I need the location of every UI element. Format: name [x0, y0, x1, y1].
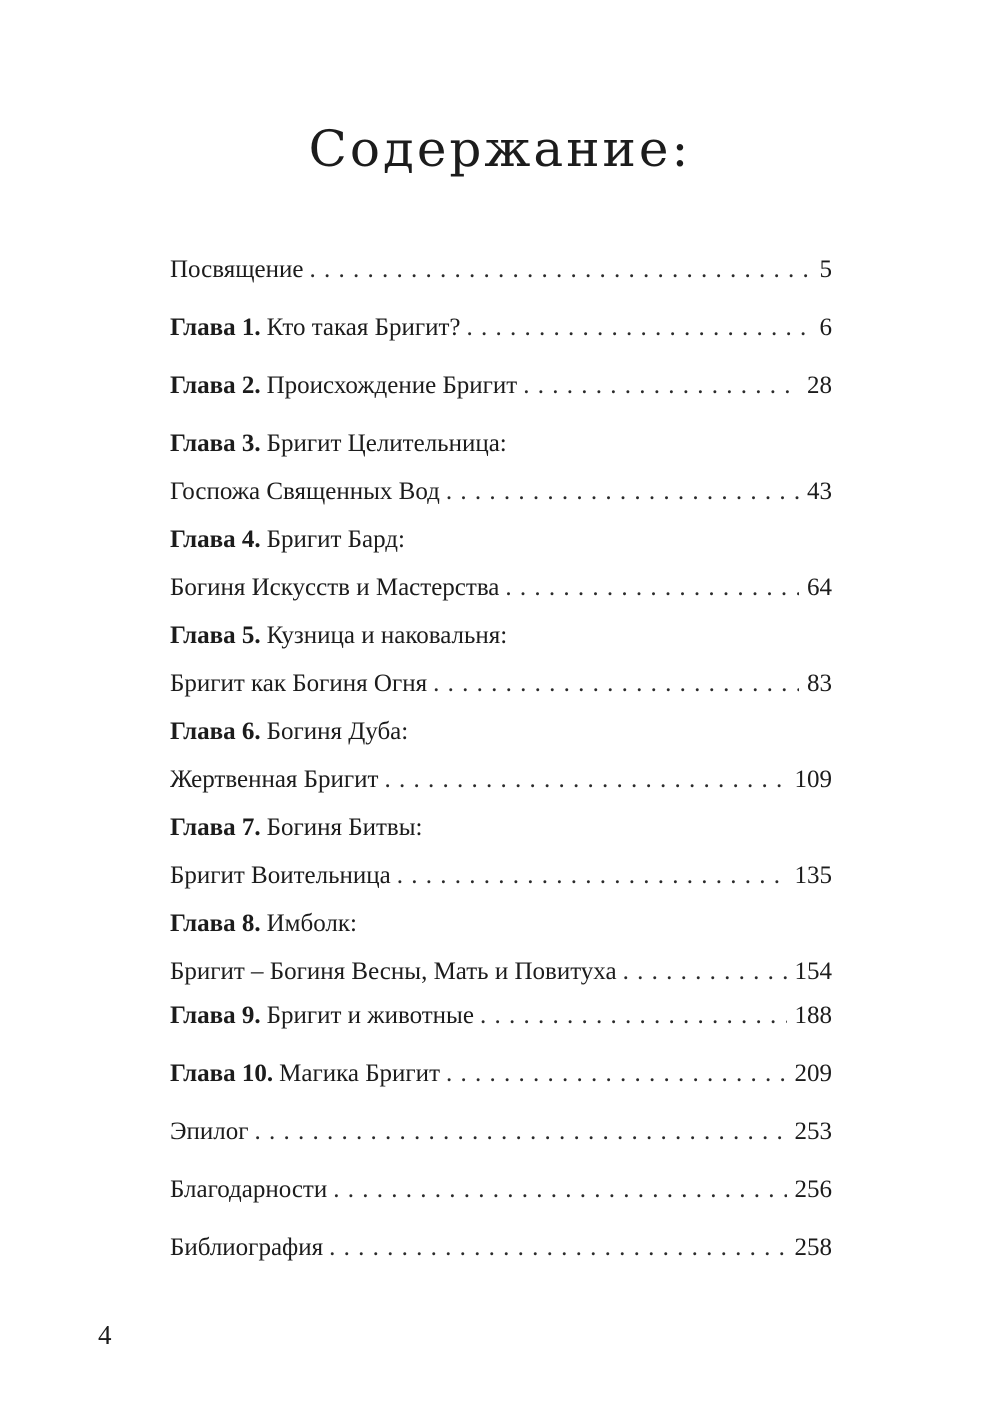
dot-leader	[523, 362, 799, 410]
toc-page-number: 109	[794, 766, 832, 793]
toc-entry-title: Бригит и животные	[266, 1002, 474, 1029]
toc-entry-chapter-4[interactable]	[170, 516, 832, 612]
dot-leader	[333, 1166, 786, 1214]
toc-entry-title: Кузница и наковальня:	[266, 622, 508, 649]
dot-leader	[329, 1224, 786, 1272]
toc-entry-chapter-5[interactable]	[170, 612, 832, 708]
toc-entry-chapter-6[interactable]	[170, 708, 832, 804]
toc-page-number: 64	[807, 574, 832, 601]
dot-leader	[446, 468, 799, 516]
toc-entry-title: Эпилог	[170, 1118, 249, 1145]
toc-page-number: 83	[807, 670, 832, 697]
toc-page-number: 28	[807, 372, 832, 399]
toc-entry-chapter-8[interactable]	[170, 900, 832, 996]
toc-entry-subtitle: Бригит как Богиня Огня	[170, 670, 428, 697]
toc-entry-subtitle: Бригит – Богиня Весны, Мать и Повитуха	[170, 958, 617, 985]
chapter-label: Глава 6.	[170, 718, 261, 745]
dot-leader	[467, 304, 812, 352]
toc-entry-title: Бригит Целительница:	[266, 430, 507, 457]
toc-entry-chapter-1[interactable]	[170, 304, 832, 352]
chapter-label: Глава 5.	[170, 622, 261, 649]
toc-page-number: 188	[794, 1002, 832, 1029]
dot-leader	[255, 1108, 787, 1156]
toc-page-number: 258	[794, 1234, 832, 1261]
toc-entry-title: Кто такая Бригит?	[266, 314, 461, 341]
toc-entry-title: Библиография	[170, 1234, 324, 1261]
chapter-label: Глава 8.	[170, 910, 261, 937]
toc-entry-title: Богиня Дуба:	[266, 718, 409, 745]
dot-leader	[623, 948, 787, 996]
dot-leader	[309, 246, 811, 294]
toc-entry-chapter-10[interactable]	[170, 1050, 832, 1098]
toc-entry-title: Благодарности	[170, 1176, 328, 1203]
toc-entry-bibliography[interactable]	[170, 1224, 832, 1272]
toc-entry-title: Магика Бригит	[279, 1060, 440, 1087]
toc-entry-title: Имболк:	[266, 910, 357, 937]
toc-entry-acknowledgements[interactable]	[170, 1166, 832, 1214]
toc-entry-title: Бригит Бард:	[266, 526, 405, 553]
dot-leader	[480, 992, 787, 1040]
toc-entry-title: Посвящение	[170, 256, 304, 283]
chapter-label: Глава 2.	[170, 372, 261, 399]
toc-entry-chapter-7[interactable]	[170, 804, 832, 900]
chapter-label: Глава 1.	[170, 314, 261, 341]
chapter-label: Глава 3.	[170, 430, 261, 457]
dot-leader	[446, 1050, 787, 1098]
toc-page-number: 256	[794, 1176, 832, 1203]
toc-entry-epilogue[interactable]	[170, 1108, 832, 1156]
toc-page-number: 43	[807, 478, 832, 505]
toc-page-number: 253	[794, 1118, 832, 1145]
dot-leader	[384, 756, 786, 804]
toc-entry-title: Богиня Битвы:	[266, 814, 423, 841]
page-number: 4	[98, 1320, 112, 1350]
dot-leader	[433, 660, 799, 708]
toc-entry-subtitle: Бригит Воительница	[170, 862, 391, 889]
chapter-label: Глава 9.	[170, 1002, 261, 1029]
toc-entry-subtitle: Жертвенная Бригит	[170, 766, 379, 793]
chapter-label: Глава 7.	[170, 814, 261, 841]
toc-page-number: 154	[794, 958, 832, 985]
toc-entry-title: Происхождение Бригит	[266, 372, 518, 399]
toc-entry-chapter-2[interactable]	[170, 362, 832, 410]
dot-leader	[397, 852, 787, 900]
toc-page-number: 209	[794, 1060, 832, 1087]
toc-entry-subtitle: Госпожа Священных Вод	[170, 478, 440, 505]
toc-page-number: 135	[794, 862, 832, 889]
toc-page-number: 5	[819, 256, 832, 283]
toc-entry-subtitle: Богиня Искусств и Мастерства	[170, 574, 500, 601]
dot-leader	[505, 564, 799, 612]
toc-page-number: 6	[819, 314, 832, 341]
toc-entry-chapter-9[interactable]	[170, 992, 832, 1040]
chapter-label: Глава 10.	[170, 1060, 274, 1087]
chapter-label: Глава 4.	[170, 526, 261, 553]
toc-entry-dedication[interactable]	[170, 246, 832, 294]
page-title: Содержание:	[308, 120, 692, 178]
toc-entry-chapter-3[interactable]	[170, 420, 832, 516]
